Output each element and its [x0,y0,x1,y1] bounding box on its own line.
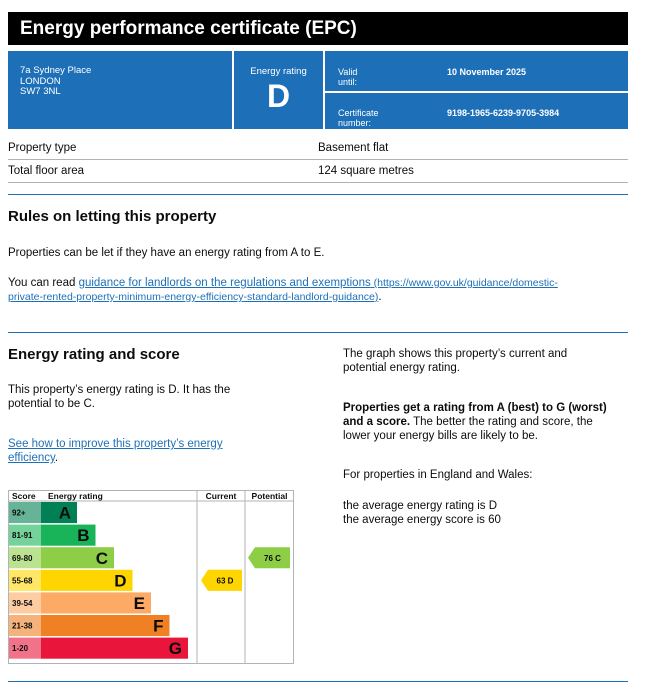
rating-letter-label: E [133,593,145,613]
score-range-label: 39-54 [12,598,33,608]
energy-rating-graph [8,490,294,664]
certificate-number-panel [325,93,628,129]
energy-rating-panel [234,51,323,129]
score-range-label: 81-91 [12,531,33,541]
improve-paragraph [8,437,223,465]
guidance-url-line-1: (https://www.gov.uk/guidance/domestic- [370,277,558,289]
guidance-suffix: . [378,291,382,303]
section-divider [8,194,628,195]
score-paragraph-line-1: This property’s energy rating is D. It has the [8,384,231,396]
score-paragraph [8,383,230,411]
rating-letter-label: D [114,571,127,591]
rating-bar-g [41,638,188,659]
guidance-url-link[interactable] [8,291,378,303]
improve-efficiency-link[interactable] [8,438,223,464]
rating-column-header: Energy rating [48,491,103,501]
address-line-1: 7a Sydney Place [20,65,92,76]
section-divider [8,332,628,333]
section-divider [8,681,628,682]
improve-link-line-2: efficiency [8,452,55,464]
floor-area-value: 124 square metres [318,165,414,177]
property-type-value: Basement flat [318,142,389,154]
valid-until-panel [325,51,628,91]
potential-rating-label: 76 C [264,553,281,563]
certificate-number-label: Certificate number: [338,108,379,128]
rating-explainer-bold-1: Properties get a rating from A (best) to G (worst) [343,402,607,414]
guidance-url-line-2: private-rented-property-minimum-energy-efficiency-standard-landlord-guidance) [8,291,379,303]
certificate-number-value: 9198-1965-6239-9705-3984 [447,108,560,118]
rating-letter-label: F [153,616,164,636]
rating-bar-f [41,615,170,636]
rating-letter-label: B [77,526,90,546]
graph-explainer [343,347,567,375]
guidance-prefix: You can read [8,277,79,289]
valid-until-label: Valid until: [338,67,358,87]
score-range-label: 92+ [12,508,26,518]
rating-letter-label: G [168,639,182,659]
address-line-3: SW7 3NL [20,86,61,97]
score-range-label: 69-80 [12,553,33,563]
graph-explainer-line-2: potential energy rating. [343,362,460,374]
letting-guidance-paragraph [8,276,628,304]
average-score-line: the average energy score is 60 [343,514,501,526]
score-range-label: 55-68 [12,576,33,586]
rating-letter-label: C [95,548,108,568]
energy-rating-label: Energy rating [250,66,307,77]
letting-heading: Rules on letting this property [8,208,217,225]
valid-until-value: 10 November 2025 [447,67,527,77]
current-column-header: Current [205,491,237,501]
average-rating-line: the average energy rating is D [343,500,498,512]
region-paragraph: For properties in England and Wales: [343,469,533,481]
address-panel [8,51,232,129]
improve-link-suffix: . [54,452,59,464]
potential-column-header: Potential [251,491,288,501]
score-range-label: 21-38 [12,621,33,631]
address-line-2: LONDON [20,75,61,87]
current-rating-label: 63 D [216,576,234,586]
guidance-link-text: guidance for landlords on the regulations and exemptions [78,277,371,289]
rating-letter-label: A [58,503,71,523]
score-column-header: Score [12,491,36,501]
score-paragraph-line-2: potential to be C. [8,398,95,410]
score-heading: Energy rating and score [8,346,180,363]
guidance-link[interactable] [79,277,558,289]
floor-area-row [8,160,628,183]
score-range-label: 1-20 [12,644,29,654]
energy-rating-letter: D [266,78,291,114]
average-paragraph [343,499,501,527]
floor-area-label: Total floor area [8,165,85,177]
improve-link-line-1: See how to improve this property’s energy [8,438,223,450]
property-type-row [8,137,628,160]
rating-explainer-line-3: lower your energy bills are likely to be. [343,430,538,442]
page-title: Energy performance certificate (EPC) [8,12,628,45]
letting-paragraph: Properties can be let if they have an energy rating from A to E. [8,247,325,259]
rating-explainer-bold-2: and a score. [343,416,411,428]
property-type-label: Property type [8,142,77,154]
rating-explainer-rest: The better the rating and score, the [410,416,593,428]
graph-explainer-line-1: The graph shows this property’s current and [343,348,568,360]
rating-explainer [343,401,607,443]
energy-rating-chart [8,490,294,664]
